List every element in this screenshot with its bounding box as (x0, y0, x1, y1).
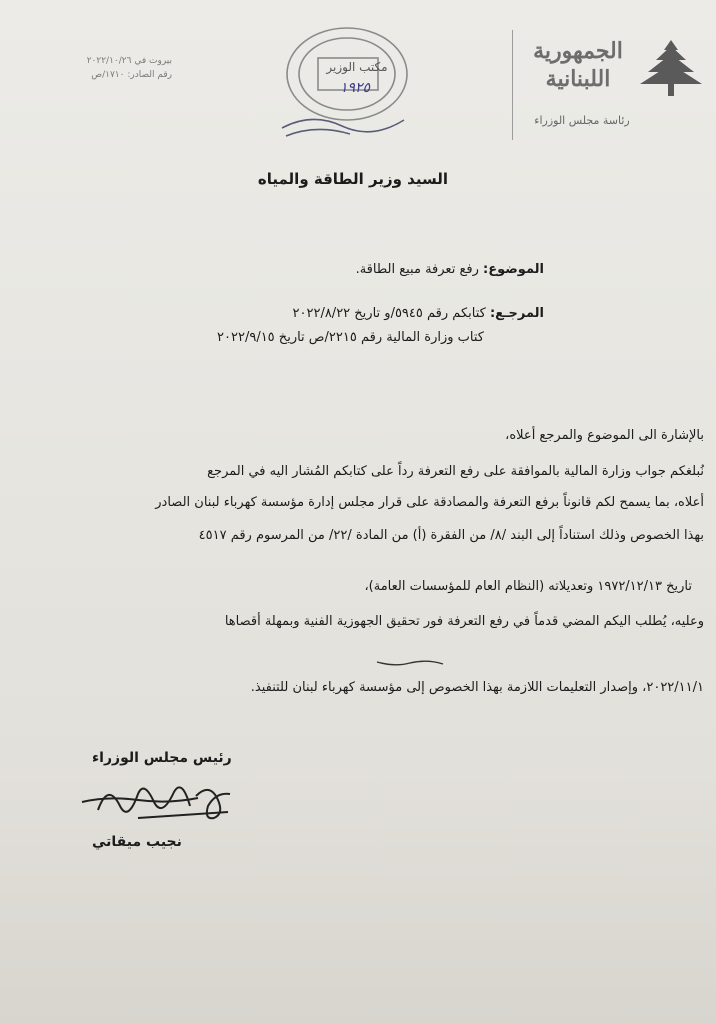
body-line: تاريخ ١٩٧٢/١٢/١٣ وتعديلاته (النظام العام للمؤسسات العامة)، (364, 579, 692, 594)
handwritten-signature (78, 772, 238, 832)
body-line: أعلاه، بما يسمح لكم قانوناً برفع التعرفة والمصادقة على قرار مجلس إدارة مؤسسة كهرباء لبنان الصادر (155, 495, 704, 510)
cedar-emblem-icon (636, 38, 706, 100)
reference-line (293, 306, 544, 321)
body-line: بالإشارة الى الموضوع والمرجع أعلاه، (505, 428, 704, 443)
republic-line-2: اللبنانية (545, 66, 611, 92)
stamp-label: مكتب الوزير (326, 60, 388, 74)
header-divider (512, 30, 513, 140)
office-name: رئاسة مجلس الوزراء (534, 114, 630, 127)
date-line: بيروت في ٢٠٢٢/١٠/٢٦ (86, 56, 172, 66)
subject-line (356, 262, 544, 277)
signatory-name: نجيب ميقاتي (92, 834, 182, 850)
body-line: نُبلغكم جواب وزارة المالية بالموافقة على رفع التعرفة رداً على كتابكم المُشار اليه في المرجع (207, 464, 704, 479)
subject-text: رفع تعرفة مبيع الطاقة. (355, 262, 479, 277)
body-line: ٢٠٢٢/١١/١، وإصدار التعليمات اللازمة بهذا الخصوص إلى مؤسسة كهرباء لبنان للتنفيذ. (250, 680, 704, 695)
ref-line: رقم الصادر: ١٧١٠/ص (91, 70, 172, 80)
signature-title: رئيس مجلس الوزراء (92, 750, 232, 766)
reference-line-1: كتابكم رقم ٥٩٤٥/و تاريخ ٢٠٢٢/٨/٢٢ (292, 306, 486, 321)
handwritten-underline (375, 658, 445, 668)
body-line: وعليه، يُطلب اليكم المضي قدماً في رفع التعرفة فور تحقيق الجهوزية الفنية وبمهلة أقصاها (224, 614, 704, 629)
reference-label: المرجـع: (489, 306, 544, 321)
reference-line-2: كتاب وزارة المالية رقم ٢٢١٥/ص تاريخ ٢٠٢٢/٩/١٥ (217, 330, 484, 345)
republic-line-1: الجمهورية (533, 38, 623, 64)
stamp-number: ١٩٢٥ (339, 80, 371, 96)
body-line: بهذا الخصوص وذلك استناداً إلى البند /٨/ من الفقرة (أ) من المادة /٢٢/ من المرسوم رقم ٤٥١٧ (198, 528, 704, 543)
subject-label: الموضوع: (483, 262, 544, 277)
addressee: السيد وزير الطاقة والمياه (257, 170, 448, 188)
